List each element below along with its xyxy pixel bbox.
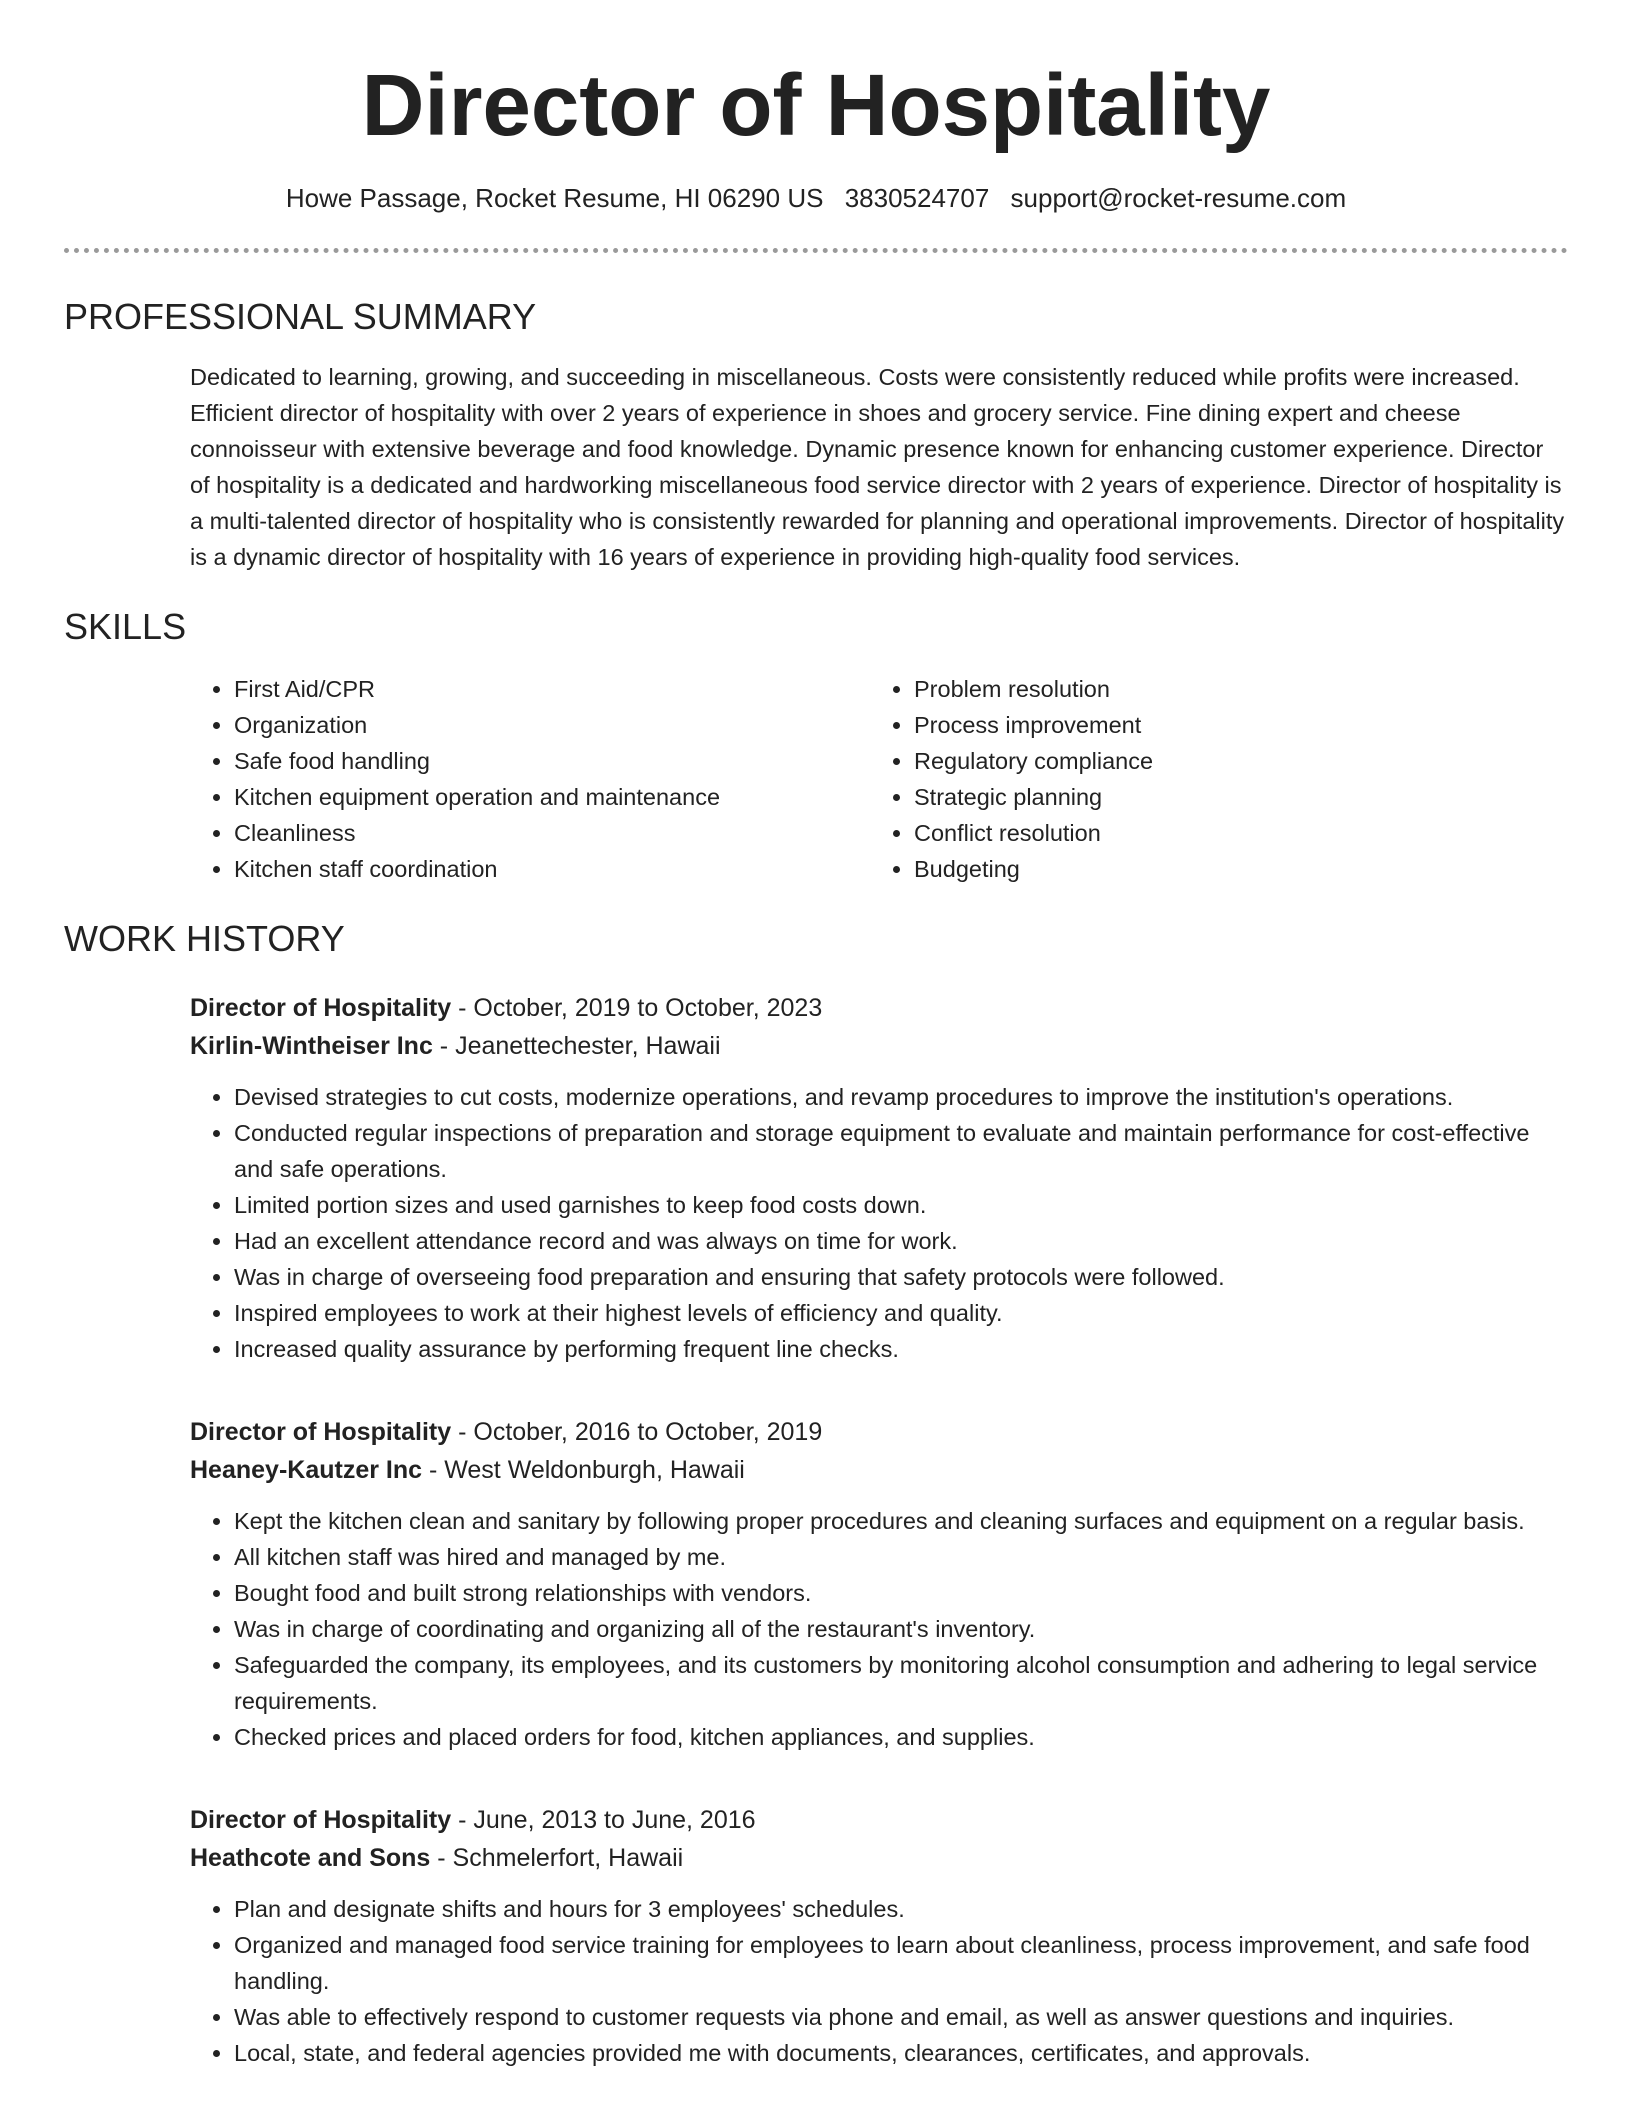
job-bullet: • Kept the kitchen clean and sanitary by following proper procedures and cleaning surfaces and equipment on a regular basis. <box>234 1503 1568 1539</box>
section-title-summary: PROFESSIONAL SUMMARY <box>64 296 537 337</box>
job-dates: - October, 2019 to October, 2023 <box>451 994 823 1022</box>
job-company-line <box>190 1027 1568 1065</box>
job-bullet: • Was able to effectively respond to customer requests via phone and email, as well as answer questions and inquiries. <box>234 1999 1568 2035</box>
job-bullet: • Was in charge of overseeing food preparation and ensuring that safety protocols were followed. <box>234 1259 1568 1295</box>
job-bullet: • Safeguarded the company, its employees, and its customers by monitoring alcohol consumption and adhering to legal service requirements. <box>234 1647 1568 1719</box>
job-company-line <box>190 1451 1568 1489</box>
job-role: Director of Hospitality <box>190 994 452 1022</box>
skill-item: • Process improvement <box>914 707 1153 743</box>
skill-item: • Budgeting <box>914 851 1153 887</box>
job-bullet: • Bought food and built strong relationships with vendors. <box>234 1575 1568 1611</box>
job-company: Kirlin-Wintheiser Inc <box>190 1032 433 1060</box>
summary-text: Dedicated to learning, growing, and succeeding in miscellaneous. Costs were consistently reduced while profits were increased. Efficient director of hospitality with over 2 years of experience in shoes and grocery service. Fine dining expert and cheese connoisseur with extensive beverage and food knowledge. Dynamic presence known for enhancing customer experience. Director of hospitality is a dedicated and hardworking miscellaneous food service director with 2 years of experience. Director of hospitality is a multi-talented director of hospitality who is consistently rewarded for planning and operational improvements. Director of hospitality is a dynamic director of hospitality with 16 years of experience in providing high-quality food services. <box>190 364 1565 570</box>
job-title-line <box>190 989 1568 1027</box>
job-bullet: • Checked prices and placed orders for food, kitchen appliances, and supplies. <box>234 1719 1568 1755</box>
job-bullet: • Conducted regular inspections of preparation and storage equipment to evaluate and maintain performance for cost-effective and safe operations. <box>234 1115 1568 1187</box>
job-entry <box>190 989 1568 1367</box>
job-dates: - October, 2016 to October, 2019 <box>451 1418 823 1446</box>
job-dates: - June, 2013 to June, 2016 <box>451 1806 756 1834</box>
skill-item: • Cleanliness <box>234 815 870 851</box>
skill-item: • First Aid/CPR <box>234 671 870 707</box>
job-bullet: • Plan and designate shifts and hours for 3 employees' schedules. <box>234 1891 1568 1927</box>
job-company: Heaney-Kautzer Inc <box>190 1456 423 1484</box>
job-entry <box>190 1801 1568 2071</box>
skill-item: • Safe food handling <box>234 743 870 779</box>
page-title: Director of Hospitality <box>361 57 1271 154</box>
skills-column-right <box>870 671 1153 887</box>
skill-item: • Kitchen staff coordination <box>234 851 870 887</box>
section-title-skills: SKILLS <box>64 606 187 647</box>
job-bullet: • Was in charge of coordinating and organizing all of the restaurant's inventory. <box>234 1611 1568 1647</box>
job-location: - Jeanettechester, Hawaii <box>432 1032 721 1060</box>
skill-item: • Strategic planning <box>914 779 1153 815</box>
section-title-work-history: WORK HISTORY <box>64 918 345 959</box>
job-location: - West Weldonburgh, Hawaii <box>422 1456 745 1484</box>
contact-address: Howe Passage, Rocket Resume, HI 06290 US <box>285 183 824 213</box>
skill-item: • Organization <box>234 707 870 743</box>
job-bullet: • Local, state, and federal agencies provided me with documents, clearances, certificates, and approvals. <box>234 2035 1568 2071</box>
job-bullet: • Increased quality assurance by performing frequent line checks. <box>234 1331 1568 1367</box>
header-divider <box>64 248 1568 253</box>
job-bullets <box>190 1503 1568 1755</box>
skill-item: • Regulatory compliance <box>914 743 1153 779</box>
job-bullet: • Inspired employees to work at their highest levels of efficiency and quality. <box>234 1295 1568 1331</box>
job-entry <box>190 1413 1568 1755</box>
skill-item: • Conflict resolution <box>914 815 1153 851</box>
skills-list <box>190 671 1568 887</box>
job-bullet: • Had an excellent attendance record and was always on time for work. <box>234 1223 1568 1259</box>
job-bullets <box>190 1891 1568 2071</box>
job-bullet: • Organized and managed food service training for employees to learn about cleanliness, process improvement, and safe food handling. <box>234 1927 1568 1999</box>
job-role: Director of Hospitality <box>190 1806 452 1834</box>
job-company: Heathcote and Sons <box>190 1844 431 1872</box>
job-title-line <box>190 1413 1568 1451</box>
resume-page <box>64 0 1568 2071</box>
skill-item: • Kitchen equipment operation and maintenance <box>234 779 870 815</box>
job-bullet: • Devised strategies to cut costs, modernize operations, and revamp procedures to improve the institution's operations. <box>234 1079 1568 1115</box>
job-company-line <box>190 1839 1568 1877</box>
contact-line <box>64 180 1568 216</box>
job-bullet: • Limited portion sizes and used garnishes to keep food costs down. <box>234 1187 1568 1223</box>
skills-column-left <box>190 671 870 887</box>
job-role: Director of Hospitality <box>190 1418 452 1446</box>
job-bullet: • All kitchen staff was hired and managed by me. <box>234 1539 1568 1575</box>
contact-phone: 3830524707 <box>844 183 990 213</box>
job-location: - Schmelerfort, Hawaii <box>430 1844 684 1872</box>
skill-item: • Problem resolution <box>914 671 1153 707</box>
contact-email: support@rocket-resume.com <box>1010 183 1347 213</box>
job-title-line <box>190 1801 1568 1839</box>
job-bullets <box>190 1079 1568 1367</box>
